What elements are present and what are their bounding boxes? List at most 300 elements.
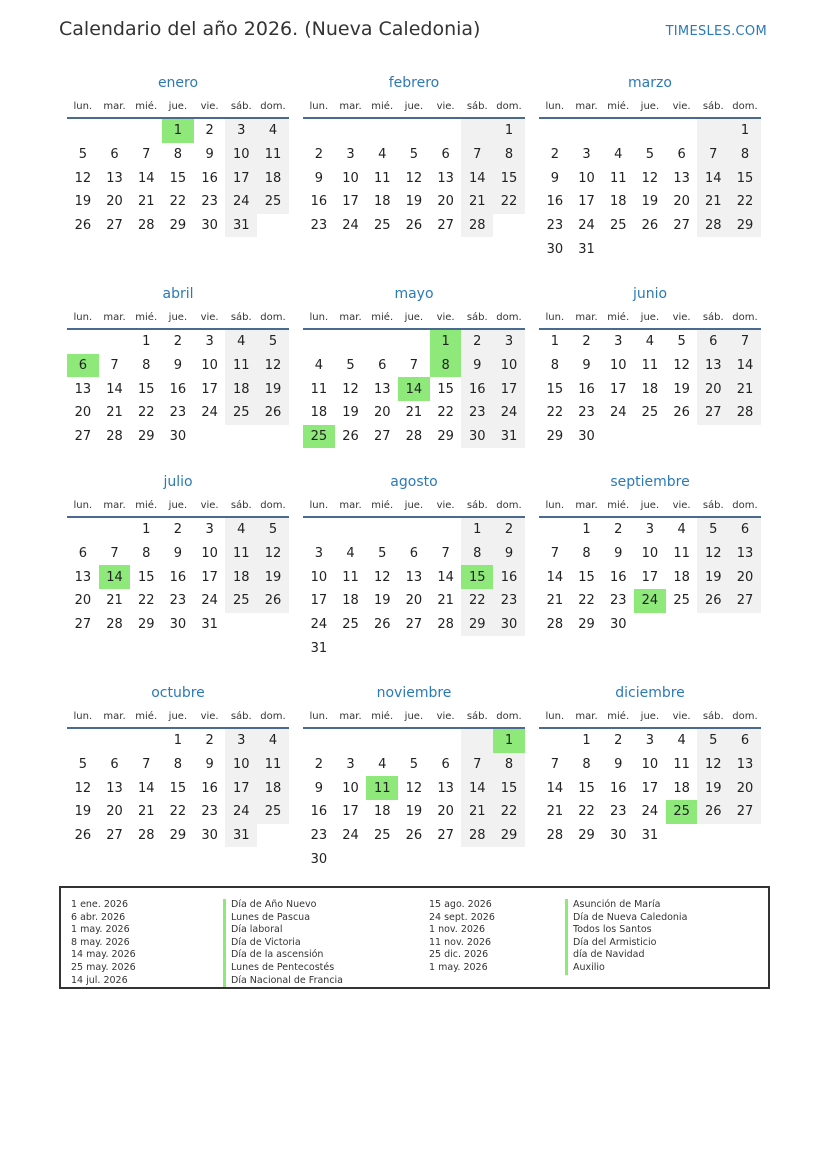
day-cell: 1 bbox=[461, 518, 493, 542]
day-cell: 10 bbox=[225, 753, 257, 777]
day-cell: 20 bbox=[106, 804, 123, 820]
day-cell: 23 bbox=[169, 593, 187, 609]
day-cell: 26 bbox=[74, 828, 92, 844]
day-cell: 17 bbox=[225, 776, 257, 800]
weekday-label: mié. bbox=[607, 500, 630, 511]
empty-day-cell bbox=[335, 518, 367, 542]
day-cell: 20 bbox=[697, 377, 729, 401]
day-cell: 5 bbox=[378, 546, 387, 562]
day-cell: 20 bbox=[106, 194, 123, 210]
day-cell: 30 bbox=[201, 218, 218, 234]
weekday-label: mar. bbox=[575, 500, 598, 511]
day-cell: 1 bbox=[550, 334, 559, 350]
day-cell: 29 bbox=[493, 824, 525, 848]
day-cell: 5 bbox=[645, 147, 655, 163]
empty-day-cell bbox=[666, 613, 698, 637]
day-cell: 11 bbox=[373, 170, 391, 186]
weekday-label: vie. bbox=[436, 711, 455, 722]
weekday-label: jue. bbox=[404, 101, 424, 112]
legend-names-col-2 bbox=[565, 899, 687, 975]
day-grid bbox=[539, 518, 761, 636]
day-cell: 1 bbox=[493, 119, 525, 143]
day-cell: 28 bbox=[137, 828, 155, 844]
day-cell: 30 bbox=[169, 429, 187, 445]
day-cell: 21 bbox=[546, 593, 564, 609]
month-marzo bbox=[539, 73, 761, 261]
legend-holiday-name: Día Nacional de Francia bbox=[223, 975, 343, 988]
day-cell: 19 bbox=[74, 194, 92, 210]
day-cell: 19 bbox=[74, 804, 92, 820]
day-cell: 15 bbox=[137, 569, 155, 585]
day-cell: 26 bbox=[342, 429, 359, 445]
day-cell: 19 bbox=[257, 377, 289, 401]
day-cell: 14 bbox=[697, 166, 729, 190]
holiday-day-cell: 24 bbox=[634, 589, 666, 613]
day-cell: 20 bbox=[437, 194, 454, 210]
day-cell: 16 bbox=[169, 569, 187, 585]
day-cell: 24 bbox=[493, 401, 525, 425]
empty-day-cell bbox=[398, 636, 430, 660]
day-cell: 21 bbox=[106, 405, 123, 421]
day-cell: 27 bbox=[373, 429, 391, 445]
day-cell: 27 bbox=[729, 800, 761, 824]
month-noviembre bbox=[303, 683, 525, 871]
day-cell: 31 bbox=[641, 828, 659, 844]
day-cell: 6 bbox=[697, 330, 729, 354]
day-cell: 30 bbox=[201, 828, 218, 844]
day-cell: 14 bbox=[546, 569, 564, 585]
empty-day-cell bbox=[539, 518, 571, 542]
empty-day-cell bbox=[697, 425, 729, 449]
day-cell: 10 bbox=[225, 143, 257, 167]
day-cell: 21 bbox=[546, 804, 564, 820]
day-cell: 11 bbox=[257, 753, 289, 777]
weekday-label: mar. bbox=[339, 711, 362, 722]
month-septiembre bbox=[539, 472, 761, 636]
empty-day-cell bbox=[666, 824, 698, 848]
day-cell: 18 bbox=[609, 194, 627, 210]
day-cell: 9 bbox=[461, 354, 493, 378]
day-cell: 17 bbox=[342, 194, 359, 210]
empty-day-cell bbox=[493, 636, 525, 660]
day-cell: 18 bbox=[641, 381, 659, 397]
holiday-day-cell: 15 bbox=[461, 565, 493, 589]
day-cell: 15 bbox=[546, 381, 564, 397]
weekday-label: mié. bbox=[607, 312, 630, 323]
weekday-label: dom. bbox=[732, 500, 758, 511]
weekday-label: mié. bbox=[135, 101, 158, 112]
day-cell: 13 bbox=[373, 381, 391, 397]
weekday-label: lun. bbox=[545, 711, 565, 722]
day-cell: 3 bbox=[614, 334, 623, 350]
day-cell: 6 bbox=[729, 518, 761, 542]
day-cell: 14 bbox=[437, 569, 454, 585]
empty-day-cell bbox=[430, 729, 462, 753]
day-cell: 27 bbox=[74, 617, 92, 633]
day-cell: 5 bbox=[409, 147, 419, 163]
day-cell: 26 bbox=[697, 589, 729, 613]
day-cell: 7 bbox=[729, 330, 761, 354]
month-enero bbox=[67, 73, 289, 237]
empty-day-cell bbox=[430, 119, 462, 143]
day-cell: 21 bbox=[437, 593, 454, 609]
day-cell: 17 bbox=[641, 780, 659, 796]
day-cell: 28 bbox=[106, 429, 123, 445]
legend-date: 6 abr. 2026 bbox=[71, 911, 126, 923]
day-cell: 29 bbox=[437, 429, 454, 445]
weekday-label: mié. bbox=[607, 101, 630, 112]
day-cell: 26 bbox=[641, 218, 659, 234]
empty-day-cell bbox=[539, 119, 571, 143]
empty-day-cell bbox=[303, 330, 335, 354]
day-cell: 23 bbox=[493, 589, 525, 613]
empty-day-cell bbox=[634, 237, 666, 261]
empty-day-cell bbox=[493, 847, 525, 871]
weekday-label: dom. bbox=[496, 101, 522, 112]
day-cell: 24 bbox=[310, 617, 328, 633]
day-cell: 27 bbox=[405, 617, 423, 633]
day-cell: 23 bbox=[201, 804, 218, 820]
weekday-header bbox=[539, 707, 761, 729]
day-cell: 10 bbox=[609, 358, 627, 374]
day-cell: 25 bbox=[257, 190, 289, 214]
site-brand-link[interactable]: TIMESLES.COM bbox=[665, 24, 767, 39]
day-cell: 30 bbox=[546, 241, 564, 257]
day-cell: 26 bbox=[257, 401, 289, 425]
day-cell: 6 bbox=[110, 757, 119, 773]
empty-day-cell bbox=[257, 613, 289, 637]
day-cell: 22 bbox=[437, 405, 454, 421]
month-name: septiembre bbox=[610, 474, 690, 490]
weekday-label: lun. bbox=[545, 101, 565, 112]
empty-day-cell bbox=[225, 425, 257, 449]
empty-day-cell bbox=[430, 847, 462, 871]
page-title: Calendario del año 2026. (Nueva Caledonia) bbox=[59, 18, 481, 40]
day-cell: 5 bbox=[257, 518, 289, 542]
day-cell: 23 bbox=[310, 218, 328, 234]
weekday-label: mié. bbox=[371, 500, 394, 511]
day-cell: 5 bbox=[78, 147, 87, 163]
weekday-label: sáb. bbox=[230, 312, 252, 323]
day-cell: 15 bbox=[578, 780, 595, 796]
weekday-label: lun. bbox=[73, 711, 93, 722]
day-cell: 31 bbox=[201, 617, 218, 633]
weekday-label: vie. bbox=[672, 312, 691, 323]
empty-day-cell bbox=[729, 425, 761, 449]
day-cell: 17 bbox=[609, 381, 627, 397]
day-cell: 28 bbox=[697, 214, 729, 238]
legend-holiday-name: Día de la ascensión bbox=[223, 949, 343, 962]
day-cell: 10 bbox=[342, 170, 359, 186]
empty-day-cell bbox=[602, 425, 634, 449]
day-cell: 18 bbox=[310, 405, 328, 421]
day-cell: 26 bbox=[405, 828, 423, 844]
weekday-header bbox=[67, 308, 289, 330]
empty-day-cell bbox=[666, 237, 698, 261]
holiday-day-cell: 25 bbox=[666, 800, 698, 824]
legend-date: 1 may. 2026 bbox=[429, 961, 488, 973]
day-cell: 18 bbox=[225, 377, 257, 401]
empty-day-cell bbox=[602, 237, 634, 261]
empty-day-cell bbox=[303, 729, 335, 753]
legend-names-col-1 bbox=[223, 899, 343, 987]
day-cell: 23 bbox=[201, 194, 218, 210]
month-name: noviembre bbox=[376, 685, 452, 701]
legend-holiday-name: Auxilio bbox=[565, 962, 687, 975]
empty-day-cell bbox=[666, 425, 698, 449]
day-cell: 7 bbox=[142, 147, 151, 163]
month-abril bbox=[67, 284, 289, 448]
day-cell: 16 bbox=[609, 569, 627, 585]
day-cell: 28 bbox=[106, 617, 123, 633]
month-name: agosto bbox=[390, 474, 438, 490]
day-cell: 25 bbox=[641, 405, 659, 421]
empty-day-cell bbox=[493, 214, 525, 238]
day-cell: 8 bbox=[142, 358, 151, 374]
day-cell: 3 bbox=[346, 757, 355, 773]
weekday-label: vie. bbox=[672, 711, 691, 722]
empty-day-cell bbox=[67, 729, 99, 753]
weekday-label: mié. bbox=[607, 711, 630, 722]
day-cell: 10 bbox=[493, 354, 525, 378]
day-grid bbox=[67, 119, 289, 237]
day-cell: 15 bbox=[578, 569, 595, 585]
weekday-label: vie. bbox=[436, 500, 455, 511]
weekday-label: mar. bbox=[103, 500, 126, 511]
weekday-label: sáb. bbox=[466, 500, 488, 511]
day-cell: 31 bbox=[225, 214, 257, 238]
day-cell: 22 bbox=[493, 190, 525, 214]
weekday-label: jue. bbox=[404, 312, 424, 323]
day-cell: 17 bbox=[342, 804, 359, 820]
day-cell: 21 bbox=[106, 593, 123, 609]
day-cell: 21 bbox=[137, 804, 155, 820]
month-name: junio bbox=[632, 286, 668, 302]
weekday-label: mar. bbox=[339, 101, 362, 112]
weekday-label: lun. bbox=[309, 312, 329, 323]
weekday-label: vie. bbox=[200, 711, 219, 722]
day-cell: 22 bbox=[729, 190, 761, 214]
day-cell: 6 bbox=[110, 147, 119, 163]
month-octubre bbox=[67, 683, 289, 847]
day-cell: 8 bbox=[142, 546, 151, 562]
day-cell: 5 bbox=[78, 757, 87, 773]
weekday-label: jue. bbox=[168, 101, 188, 112]
weekday-label: mar. bbox=[575, 101, 598, 112]
weekday-label: lun. bbox=[73, 500, 93, 511]
weekday-label: vie. bbox=[672, 500, 691, 511]
day-cell: 3 bbox=[225, 729, 257, 753]
day-cell: 19 bbox=[641, 194, 659, 210]
weekday-label: jue. bbox=[168, 711, 188, 722]
day-cell: 11 bbox=[641, 358, 659, 374]
day-cell: 30 bbox=[609, 617, 627, 633]
day-cell: 12 bbox=[405, 170, 423, 186]
day-cell: 10 bbox=[342, 780, 359, 796]
empty-day-cell bbox=[303, 119, 335, 143]
day-cell: 13 bbox=[437, 170, 454, 186]
day-cell: 3 bbox=[645, 733, 655, 749]
day-cell: 16 bbox=[609, 780, 627, 796]
day-cell: 21 bbox=[461, 190, 493, 214]
empty-day-cell bbox=[729, 824, 761, 848]
day-cell: 21 bbox=[137, 194, 155, 210]
day-cell: 17 bbox=[201, 381, 218, 397]
day-cell: 5 bbox=[346, 358, 355, 374]
day-cell: 12 bbox=[257, 354, 289, 378]
empty-day-cell bbox=[366, 518, 398, 542]
legend-date: 25 may. 2026 bbox=[71, 961, 136, 973]
day-cell: 23 bbox=[609, 593, 627, 609]
day-cell: 7 bbox=[697, 143, 729, 167]
day-cell: 27 bbox=[74, 429, 92, 445]
legend-holiday-name: Todos los Santos bbox=[565, 924, 687, 937]
day-cell: 27 bbox=[729, 589, 761, 613]
legend-holiday-name: Lunes de Pentecostés bbox=[223, 962, 343, 975]
day-cell: 6 bbox=[729, 729, 761, 753]
day-cell: 22 bbox=[169, 804, 187, 820]
day-cell: 8 bbox=[173, 757, 183, 773]
empty-day-cell bbox=[194, 425, 226, 449]
day-cell: 2 bbox=[550, 147, 559, 163]
day-cell: 9 bbox=[205, 757, 214, 773]
empty-day-cell bbox=[335, 636, 367, 660]
day-cell: 14 bbox=[461, 776, 493, 800]
day-cell: 8 bbox=[493, 753, 525, 777]
empty-day-cell bbox=[303, 518, 335, 542]
day-cell: 20 bbox=[74, 593, 92, 609]
weekday-label: jue. bbox=[640, 101, 660, 112]
day-cell: 30 bbox=[578, 429, 595, 445]
legend-holiday-name: Lunes de Pascua bbox=[223, 912, 343, 925]
empty-day-cell bbox=[257, 425, 289, 449]
weekday-label: sáb. bbox=[702, 312, 724, 323]
day-cell: 29 bbox=[578, 617, 595, 633]
weekday-header bbox=[67, 97, 289, 119]
day-cell: 25 bbox=[225, 589, 257, 613]
day-cell: 9 bbox=[173, 546, 183, 562]
day-cell: 10 bbox=[641, 757, 659, 773]
weekday-label: vie. bbox=[200, 101, 219, 112]
day-cell: 30 bbox=[310, 851, 328, 867]
day-grid bbox=[303, 330, 525, 448]
empty-day-cell bbox=[67, 330, 99, 354]
day-cell: 12 bbox=[697, 542, 729, 566]
day-cell: 31 bbox=[493, 425, 525, 449]
day-cell: 25 bbox=[609, 218, 627, 234]
day-cell: 4 bbox=[645, 334, 655, 350]
day-cell: 24 bbox=[342, 828, 359, 844]
weekday-label: jue. bbox=[640, 312, 660, 323]
day-cell: 23 bbox=[609, 804, 627, 820]
day-cell: 5 bbox=[409, 757, 419, 773]
day-cell: 19 bbox=[673, 381, 690, 397]
day-cell: 28 bbox=[137, 218, 155, 234]
day-cell: 27 bbox=[673, 218, 690, 234]
day-cell: 24 bbox=[609, 405, 627, 421]
day-cell: 31 bbox=[225, 824, 257, 848]
day-cell: 10 bbox=[578, 170, 595, 186]
empty-day-cell bbox=[67, 119, 99, 143]
day-grid bbox=[539, 119, 761, 261]
day-cell: 3 bbox=[314, 546, 323, 562]
legend-date: 15 ago. 2026 bbox=[429, 899, 492, 910]
weekday-label: dom. bbox=[260, 101, 286, 112]
day-cell: 7 bbox=[409, 358, 419, 374]
weekday-label: mar. bbox=[339, 500, 362, 511]
day-cell: 12 bbox=[405, 780, 423, 796]
day-cell: 3 bbox=[225, 119, 257, 143]
day-cell: 15 bbox=[493, 776, 525, 800]
day-cell: 9 bbox=[173, 358, 183, 374]
day-cell: 12 bbox=[697, 753, 729, 777]
day-cell: 2 bbox=[614, 522, 623, 538]
day-cell: 13 bbox=[697, 354, 729, 378]
day-grid bbox=[67, 729, 289, 847]
day-grid bbox=[303, 518, 525, 660]
day-cell: 28 bbox=[405, 429, 423, 445]
day-cell: 8 bbox=[582, 757, 591, 773]
day-cell: 14 bbox=[106, 381, 123, 397]
month-name: abril bbox=[162, 286, 194, 302]
weekday-label: dom. bbox=[496, 711, 522, 722]
weekday-label: mié. bbox=[371, 711, 394, 722]
day-cell: 2 bbox=[205, 733, 214, 749]
day-cell: 31 bbox=[310, 640, 328, 656]
day-cell: 26 bbox=[405, 218, 423, 234]
day-cell: 4 bbox=[677, 733, 686, 749]
day-cell: 25 bbox=[373, 218, 391, 234]
day-cell: 11 bbox=[673, 757, 690, 773]
empty-day-cell bbox=[366, 119, 398, 143]
day-cell: 27 bbox=[106, 828, 123, 844]
day-cell: 16 bbox=[310, 194, 328, 210]
holiday-day-cell: 14 bbox=[99, 565, 131, 589]
day-cell: 7 bbox=[110, 358, 119, 374]
day-cell: 5 bbox=[677, 334, 686, 350]
weekday-header bbox=[67, 496, 289, 518]
day-cell: 28 bbox=[546, 617, 564, 633]
day-cell: 25 bbox=[673, 593, 690, 609]
day-cell: 4 bbox=[677, 522, 686, 538]
day-cell: 2 bbox=[314, 147, 323, 163]
day-cell: 26 bbox=[697, 800, 729, 824]
empty-day-cell bbox=[366, 636, 398, 660]
weekday-header bbox=[303, 308, 525, 330]
day-cell: 24 bbox=[342, 218, 359, 234]
day-cell: 4 bbox=[314, 358, 323, 374]
day-cell: 29 bbox=[461, 613, 493, 637]
day-cell: 26 bbox=[257, 589, 289, 613]
day-cell: 26 bbox=[74, 218, 92, 234]
day-cell: 2 bbox=[205, 123, 214, 139]
day-cell: 2 bbox=[314, 757, 323, 773]
empty-day-cell bbox=[461, 729, 493, 753]
day-cell: 17 bbox=[225, 166, 257, 190]
day-cell: 22 bbox=[137, 405, 155, 421]
day-cell: 16 bbox=[461, 377, 493, 401]
day-cell: 17 bbox=[578, 194, 595, 210]
day-cell: 17 bbox=[201, 569, 218, 585]
day-cell: 16 bbox=[201, 170, 218, 186]
holiday-day-cell: 1 bbox=[493, 729, 525, 753]
day-cell: 3 bbox=[346, 147, 355, 163]
holiday-day-cell: 8 bbox=[430, 354, 462, 378]
day-cell: 12 bbox=[74, 170, 92, 186]
day-cell: 8 bbox=[582, 546, 591, 562]
day-cell: 8 bbox=[729, 143, 761, 167]
empty-day-cell bbox=[130, 119, 162, 143]
